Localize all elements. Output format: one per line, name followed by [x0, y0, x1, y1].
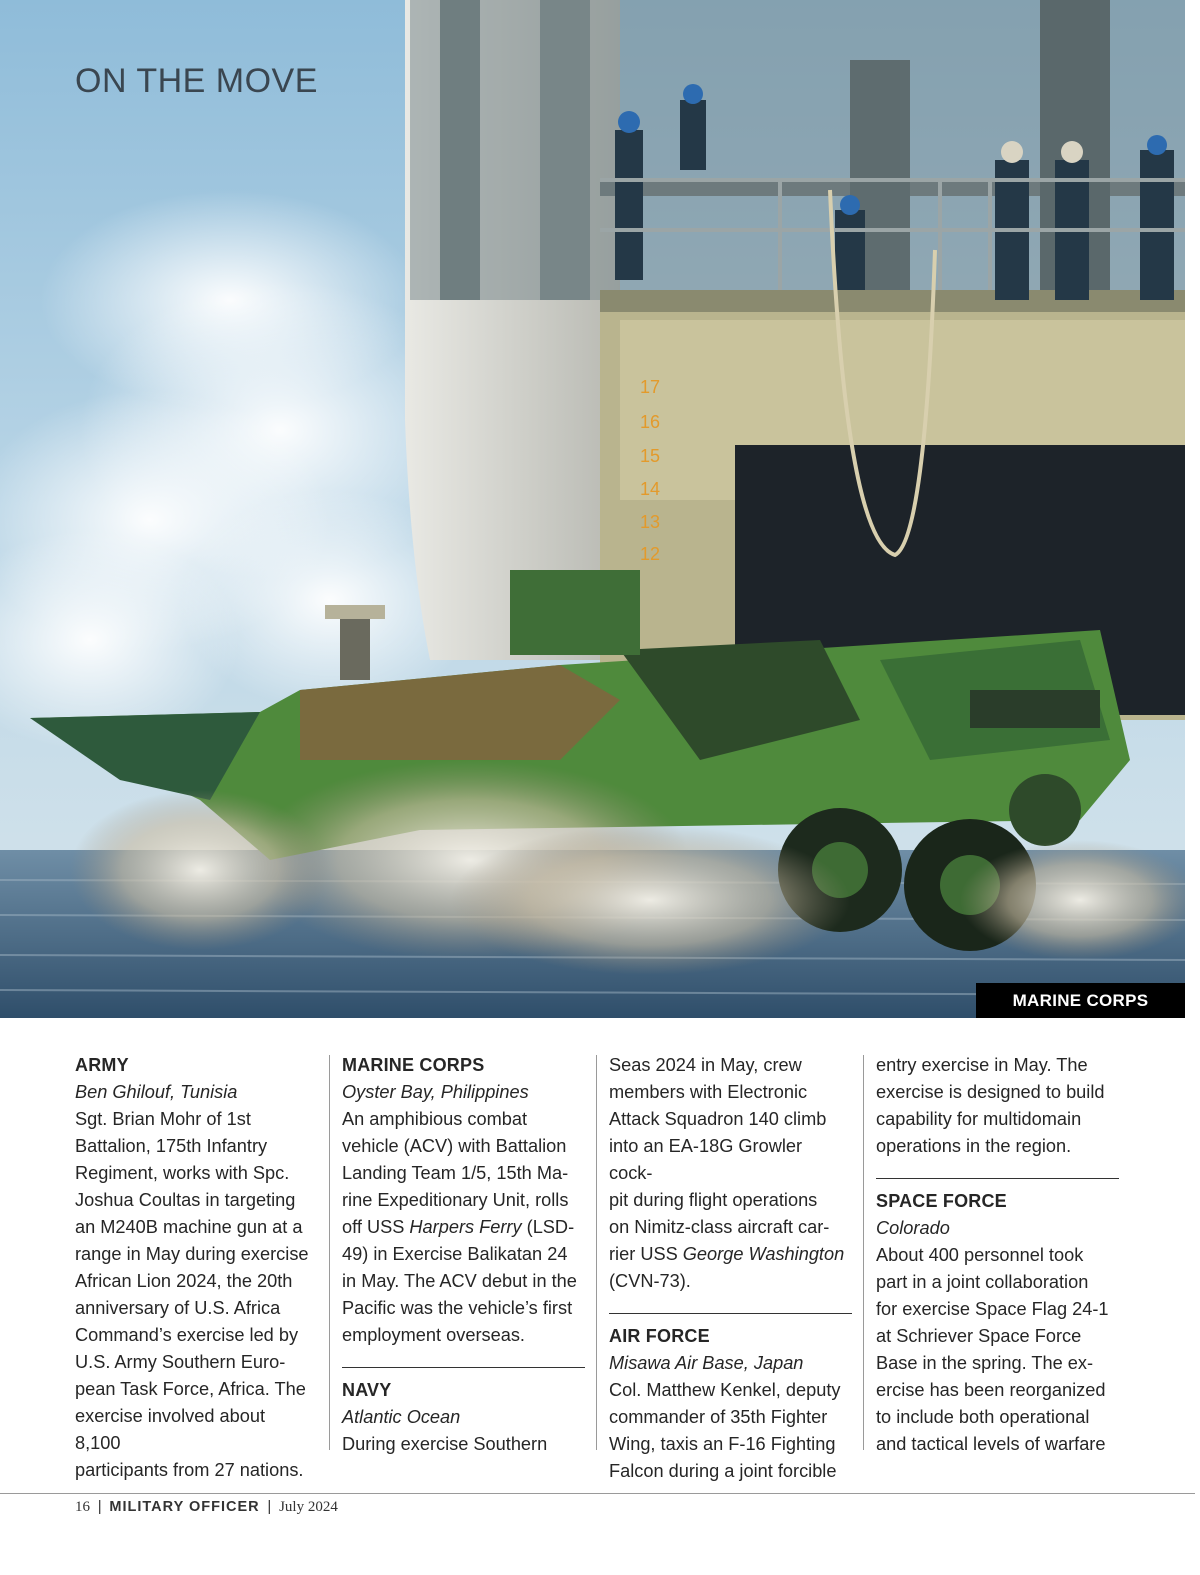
footer-separator: | [97, 1498, 102, 1515]
caption-location-space-force: Colorado [876, 1218, 950, 1238]
svg-text:16: 16 [640, 412, 661, 432]
caption-location-air-force: Misawa Air Base, Japan [609, 1353, 804, 1373]
footer-separator: | [267, 1498, 272, 1515]
section-divider [876, 1178, 1119, 1179]
section-divider [609, 1313, 852, 1314]
caption-text-marine-corps [342, 1106, 582, 1349]
caption-text-segment: An amphibious combat vehicle (ACV) with Battalion Landing Team 1/5, 15th Ma- rine Expeditionary Unit, rolls off USS [342, 1109, 569, 1237]
caption-heading-marine-corps: MARINE CORPS [342, 1055, 485, 1075]
ship-name: George Washington [682, 1244, 845, 1264]
caption-heading-air-force: AIR FORCE [609, 1326, 710, 1346]
caption-text-segment: (CVN-73). [609, 1271, 691, 1291]
caption-location-army: Ben Ghilouf, Tunisia [75, 1082, 238, 1102]
caption-text-segment: (LSD- 49) in Exercise Balikatan 24 in May. The ACV debut in the Pacific was the vehicle’s first employment overseas. [342, 1217, 577, 1345]
photo-credit-label: MARINE CORPS [976, 983, 1185, 1018]
section-title: ON THE MOVE [75, 62, 318, 100]
caption-text-segment: Seas 2024 in May, crew members with Electronic Attack Squadron 140 climb into an EA-18G Growler cock- pit during flight operations on Nimitz-class aircraft car- rier USS [609, 1055, 830, 1264]
caption-column-4 [876, 1052, 1116, 1458]
caption-text-navy-part1: During exercise Southern [342, 1434, 548, 1454]
caption-text-air-force-part2: entry exercise in May. The exercise is designed to build capability for multidomain operations in the region. [876, 1055, 1105, 1156]
svg-text:14: 14 [640, 479, 661, 499]
publication-name: MILITARY OFFICER [109, 1499, 260, 1515]
caption-column-1 [75, 1052, 315, 1484]
footer-divider [0, 1493, 1195, 1494]
svg-text:13: 13 [640, 512, 661, 532]
page-footer [75, 1498, 338, 1516]
section-divider [342, 1367, 585, 1368]
ship-name: Harpers Ferry [409, 1217, 522, 1237]
issue-date: July 2024 [279, 1499, 338, 1515]
svg-text:15: 15 [640, 446, 661, 466]
caption-heading-space-force: SPACE FORCE [876, 1191, 1007, 1211]
caption-location-marine-corps: Oyster Bay, Philippines [342, 1082, 529, 1102]
caption-heading-navy: NAVY [342, 1380, 392, 1400]
svg-text:12: 12 [640, 544, 661, 564]
caption-location-navy: Atlantic Ocean [342, 1407, 461, 1427]
caption-column-2 [342, 1052, 582, 1458]
page-number: 16 [75, 1499, 90, 1515]
caption-text-air-force-part1: Col. Matthew Kenkel, deputy commander of 35th Fighter Wing, taxis an F-16 Fighting Falcon during a joint forcible [609, 1380, 841, 1481]
caption-text-navy-part2 [609, 1052, 849, 1295]
captions-area [75, 1052, 1120, 1481]
caption-text-army: Sgt. Brian Mohr of 1st Battalion, 175th Infantry Regiment, works with Spc. Joshua Coultas in targeting an M240B machine gun at a range in May during exercise African Lion 2024, the 20th anniversary of U.S. Africa Command’s exercise led by U.S. Army Southern Euro- pean Task Force, Africa. The exercise involved about 8,100 participants from 27 nations. [75, 1109, 309, 1480]
caption-column-3 [609, 1052, 849, 1485]
svg-text:17: 17 [640, 377, 661, 397]
caption-text-space-force: About 400 personnel took part in a joint collaboration for exercise Space Flag 24-1 at Schriever Space Force Base in the spring. The ex- ercise has been reorganized to include both operational and tactical levels of warfare [876, 1245, 1109, 1454]
caption-heading-army: ARMY [75, 1055, 129, 1075]
